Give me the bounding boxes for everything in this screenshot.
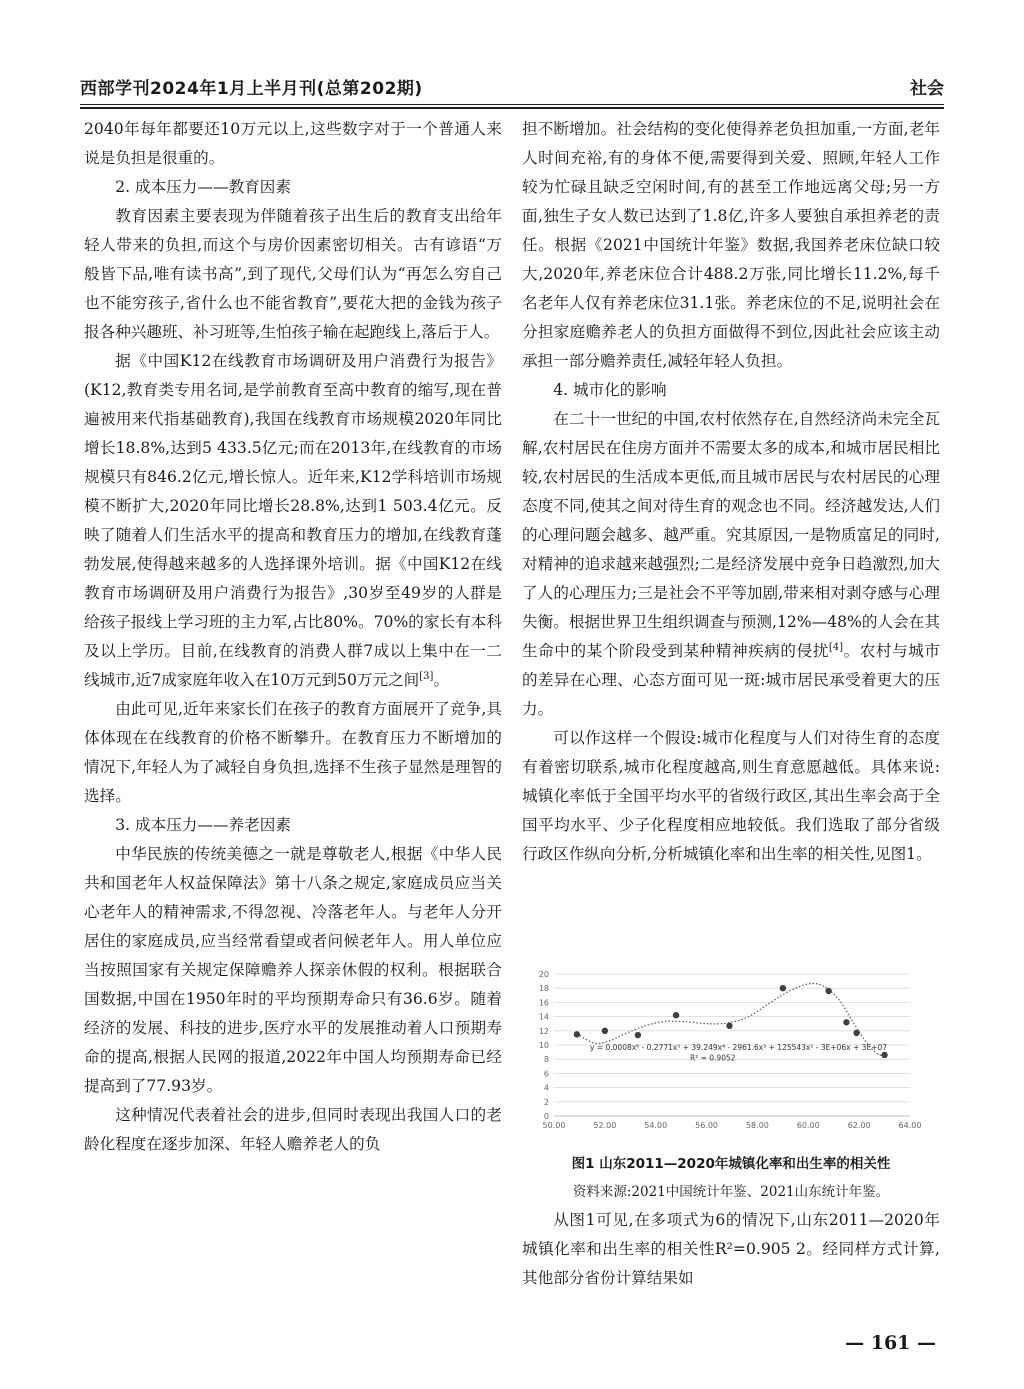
data-point <box>843 1019 849 1025</box>
data-point <box>726 1023 732 1029</box>
x-tick-label: 62.00 <box>847 1121 871 1130</box>
right-column-continued <box>522 1206 940 1293</box>
y-tick-label: 20 <box>538 970 549 979</box>
paragraph: 这种情况代表着社会的进步,但同时表现出我国人口的老龄化程度在逐步加深、年轻人赡养老人的负 <box>84 1106 502 1153</box>
data-point <box>602 1028 608 1034</box>
x-tick-label: 58.00 <box>745 1121 769 1130</box>
citation-ref[interactable]: [3] <box>419 670 434 682</box>
y-tick-label: 8 <box>543 1055 549 1065</box>
x-tick-label: 64.00 <box>898 1121 922 1130</box>
header-rule-thick <box>80 107 944 109</box>
figure-caption: 图1 山东2011—2020年城镇化率和出生率的相关性 <box>571 1156 891 1172</box>
data-point <box>635 1032 641 1038</box>
header-rule <box>80 104 944 105</box>
y-tick-label: 14 <box>538 1012 549 1022</box>
paragraph: 由此可见,近年来家长们在孩子的教育方面展开了竞争,具体体现在在线教育的价格不断攀升。在教育压力不断增加的情况下,年轻人为了减轻自身负担,选择不生孩子显然是理智的选择。 <box>84 700 502 805</box>
x-tick-label: 52.00 <box>593 1121 617 1130</box>
x-tick-label: 54.00 <box>644 1121 668 1130</box>
section-heading: 2. 成本压力——教育因素 <box>115 178 291 196</box>
trendline-equation: y = 0.0008x⁶ - 0.2771x⁵ + 39.249x⁴ - 2961.6x³ + 125543x² - 3E+06x + 3E+07 <box>590 1042 888 1052</box>
y-tick-label: 12 <box>538 1026 549 1036</box>
paragraph: 从图1可见,在多项式为6的情况下,山东2011—2020年城镇化率和出生率的相关性R²=0.905 2。经同样方式计算,其他部分省份计算结果如 <box>522 1211 940 1287</box>
paragraph: 可以作这样一个假设:城市化程度与人们对待生育的态度有着密切联系,城市化程度越高,则生育意愿越低。具体来说:城镇化率低于全国平均水平的省级行政区,其出生率会高于全国平均水平、少子化程度相应地较低。我们选取了部分省级行政区作纵向分析,分析城镇化率和出生率的相关性,见图1。 <box>522 729 940 863</box>
section-name: 社会 <box>910 79 944 99</box>
y-tick-label: 0 <box>543 1112 549 1121</box>
left-column <box>84 115 502 1159</box>
scatter-chart <box>522 966 940 1142</box>
x-tick-label: 56.00 <box>695 1121 719 1130</box>
y-tick-label: 6 <box>543 1069 549 1079</box>
trendline-r2: R² = 0.9052 <box>690 1053 736 1063</box>
paragraph: 在二十一世纪的中国,农村依然存在,自然经济尚未完全瓦解,农村居民在住房方面并不需要太多的成本,和城市居民相比较,农村居民的生活成本更低,而且城市居民与农村居民的心理态度不同,使其之间对待生育的观念也不同。经济越发达,人们的心理问题会越多、越严重。究其原因,一是物质富足的同时,对精神的追求越来越强烈;二是经济发展中竞争日趋激烈,加大了人的心理压力;三是社会不平等加剧,带来相对剥夺感与心理失衡。根据世界卫生组织调查与预测,12%—48%的人会在其生命中的某个阶段受到某种精神疾病的侵扰[4]。农村与城市的差异在心理、心态方面可见一斑:城市居民承受着更大的压力。 <box>522 410 940 718</box>
right-column <box>522 115 940 869</box>
y-tick-label: 4 <box>543 1083 549 1093</box>
x-tick-label: 60.00 <box>796 1121 820 1130</box>
data-point <box>853 1030 859 1036</box>
data-point <box>881 1052 887 1058</box>
section-heading: 3. 成本压力——养老因素 <box>115 816 291 834</box>
journal-title: 西部学刊2024年1月上半月刊(总第202期) <box>80 79 423 99</box>
paragraph: 中华民族的传统美德之一就是尊敬老人,根据《中华人民共和国老年人权益保障法》第十八条之规定,家庭成员应当关心老年人的精神需求,不得忽视、冷落老年人。与老年人分开居住的家庭成员,应当经常看望或者问候老年人。用人单位应当按照国家有关规定保障赡养人探亲休假的权利。根据联合国数据,中国在1950年时的平均预期寿命只有36.6岁。随着经济的发展、科技的进步,医疗水平的发展推动着人口预期寿命的提高,根据人民网的报道,2022年中国人均预期寿命已经提高到了77.93岁。 <box>84 845 502 1095</box>
figure-source: 资料来源:2021中国统计年鉴、2021山东统计年鉴。 <box>572 1184 890 1200</box>
page-number: — 161 — <box>845 1332 936 1354</box>
y-tick-label: 10 <box>538 1041 549 1050</box>
citation-ref[interactable]: [4] <box>828 641 844 653</box>
paragraph: 教育因素主要表现为伴随着孩子出生后的教育支出给年轻人带来的负担,而这个与房价因素密切相关。古有谚语“万般皆下品,唯有读书高”,到了现代,父母们认为“再怎么穷自己也不能穷孩子,省什么也不能省教育”,要花大把的金钱为孩子报各种兴趣班、补习班等,生怕孩子输在起跑线上,落后于人。 <box>84 207 502 341</box>
paragraph: 担不断增加。社会结构的变化使得养老负担加重,一方面,老年人时间充裕,有的身体不便,需要得到关爱、照顾,年轻人工作较为忙碌且缺乏空闲时间,有的甚至工作地远离父母;另一方面,独生子女人数已达到了1.8亿,许多人要独自承担养老的责任。根据《2021中国统计年鉴》数据,我国养老床位缺口较大,2020年,养老床位合计488.2万张,同比增长11.2%,每千名老年人仅有养老床位31.1张。养老床位的不足,说明社会在分担家庭赡养老人的负担方面做得不到位,因此社会应该主动承担一部分赡养责任,减轻年轻人负担。 <box>522 120 940 370</box>
y-tick-label: 16 <box>538 998 549 1008</box>
data-point <box>825 988 831 994</box>
data-point <box>574 1031 580 1037</box>
x-tick-label: 50.00 <box>542 1121 566 1130</box>
y-tick-label: 18 <box>538 984 549 994</box>
running-header <box>80 72 944 102</box>
figure-1-chart <box>522 966 940 1142</box>
section-heading: 4. 城市化的影响 <box>553 381 667 399</box>
paragraph: 据《中国K12在线教育市场调研及用户消费行为报告》(K12,教育类专用名词,是学前教育至高中教育的缩写,现在普遍被用来代指基础教育),我国在线教育市场规模2020年同比增长18.8%,达到5 433.5亿元;而在2013年,在线教育的市场规模只有846.2亿元,增长惊人。近年来,K12学科培训市场规模不断扩大,2020年同比增长28.8%,达到1 503.4亿元。反映了随着人们生活水平的提高和教育压力的增加,在线教育蓬勃发展,使得越来越多的人选择课外培训。据《中国K12在线教育市场调研及用户消费行为报告》,30岁至49岁的人群是给孩子报线上学习班的主力军,占比80%。70%的家长有本科及以上学历。目前,在线教育的消费人群7成以上集中在一二线城市,近7成家庭年收入在10万元到50万元之间[3]。 <box>84 352 502 689</box>
y-tick-label: 2 <box>543 1097 549 1107</box>
data-point <box>780 985 786 991</box>
paragraph: 2040年每年都要还10万元以上,这些数字对于一个普通人来说是负担是很重的。 <box>84 120 502 167</box>
data-point <box>673 1012 679 1018</box>
